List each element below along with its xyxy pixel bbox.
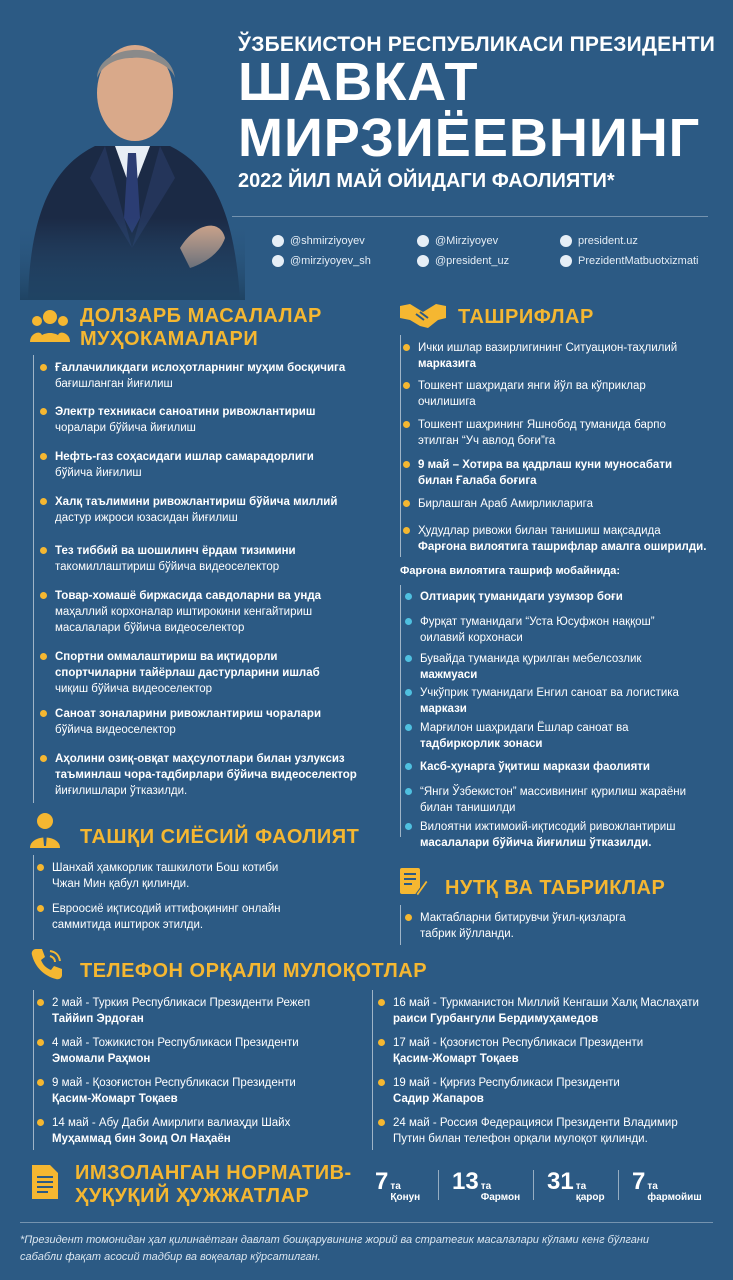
stat-separator bbox=[438, 1170, 439, 1200]
facebook-icon bbox=[417, 235, 429, 247]
list-item: Евроосиё иқтисодий иттифоқининг онлайн саммитида иштирок этилди. bbox=[52, 903, 281, 931]
list-item: Тез тиббий ва шошилинч ёрдам тизимини такомиллаштириш бўйича видеоселектор bbox=[55, 545, 296, 573]
list-item: 17 май - Қозоғистон Республикаси Президенти Қасим-Жомарт Тоқаев bbox=[393, 1037, 644, 1065]
telegram-icon bbox=[272, 235, 284, 247]
header-line1: ЎЗБЕКИСТОН РЕСПУБЛИКАСИ ПРЕЗИДЕНТИ bbox=[238, 33, 716, 56]
section-title-nutq: НУТҚ ВА ТАБРИКЛАР bbox=[445, 877, 666, 899]
stat-separator bbox=[533, 1170, 534, 1200]
header-last-name: МИРЗИЁЕВНИНГ bbox=[238, 108, 701, 168]
footnote: *Президент томонидан ҳал қилинаётган давлат бошқарувининг жорий ва стратегик масалалари кўлами кенг бўлгани сабабли фақат асосий тадбир ва воқеалар кўрсатилган. bbox=[20, 1234, 650, 1263]
list-item: Аҳолини озиқ-овқат маҳсулотлари билан узлуксиз таъминлаш чора-тадбирлари бўйича видеоселектор йиғилишлари ўтказилди. bbox=[55, 753, 357, 797]
section-title-hujjat: ИМЗОЛАНГАН НОРМАТИВ- ҲУҚУҚИЙ ҲУЖЖАТЛАР bbox=[75, 1162, 352, 1207]
header-subtitle: 2022 ЙИЛ МАЙ ОЙИДАГИ ФАОЛИЯТИ* bbox=[238, 170, 615, 192]
social-twitter[interactable]: @president_uz bbox=[417, 255, 509, 267]
list-item: Ҳудудлар ривожи билан танишиш мақсадида Фарғона вилоятига ташрифлар амалга оширилди. bbox=[418, 525, 707, 553]
social-youtube[interactable]: PrezidentMatbuotxizmati bbox=[560, 255, 698, 267]
stat-farmon: 13 та Фармон bbox=[452, 1168, 521, 1203]
timeline-line bbox=[33, 855, 34, 940]
instagram-icon bbox=[272, 255, 284, 267]
group-icon bbox=[30, 308, 70, 342]
stat-qonun: 7 та Қонун bbox=[375, 1168, 421, 1203]
list-item: 9 май - Қозоғистон Республикаси Президенти Қасим-Жомарт Тоқаев bbox=[52, 1077, 296, 1105]
timeline-line bbox=[400, 585, 401, 837]
list-item: Нефть-газ соҳасидаги ишлар самарадорлиги бўйича йиғилиш bbox=[55, 451, 314, 479]
twitter-icon bbox=[417, 255, 429, 267]
list-item: Товар-хомашё биржасида савдоларни ва унда маҳаллий корхоналар иштирокини кенгайтириш масалалари бўйича видеоселектор bbox=[55, 590, 322, 634]
list-item: Мактабларни битирувчи ўғил-қизларга табрик йўлланди. bbox=[420, 912, 626, 940]
president-portrait bbox=[20, 18, 245, 300]
list-item: Марғилон шаҳридаги Ёшлар саноат ва тадбиркорлик зонаси bbox=[420, 722, 629, 750]
stat-farmoyish: 7 та фармойиш bbox=[632, 1168, 702, 1203]
list-item: 14 май - Абу Даби Амирлиги валиаҳди Шайх Муҳаммад бин Зоид Ол Наҳаён bbox=[52, 1117, 291, 1145]
list-item: Учкўприк туманидаги Енгил саноат ва логистика маркази bbox=[420, 687, 679, 715]
list-item: Тошкент шаҳрининг Яшнобод туманида барпо этилган “Уч авлод боғи”га bbox=[418, 419, 666, 447]
section-title-tashqi: ТАШҚИ СИЁСИЙ ФАОЛИЯТ bbox=[80, 826, 360, 848]
globe-icon bbox=[560, 235, 572, 247]
list-item: Ғаллачиликдаги ислоҳотларнинг муҳим босқичига бағишланган йиғилиш bbox=[55, 362, 346, 390]
list-item: 19 май - Қирғиз Республикаси Президенти Садир Жапаров bbox=[393, 1077, 620, 1105]
stat-separator bbox=[618, 1170, 619, 1200]
list-item: “Янги Ўзбекистон” массивининг қурилиш жараёни билан танишилди bbox=[420, 786, 687, 814]
document-icon bbox=[30, 1163, 60, 1201]
header-name bbox=[238, 54, 700, 166]
handshake-icon bbox=[398, 300, 448, 330]
section-title-dolzarb: ДОЛЗАРБ МАСАЛАЛАР МУҲОКАМАЛАРИ bbox=[80, 305, 322, 350]
section-title-telefon: ТЕЛЕФОН ОРҚАЛИ МУЛОҚОТЛАР bbox=[80, 960, 428, 982]
social-facebook[interactable]: @Mirziyoyev bbox=[417, 235, 498, 247]
social-website[interactable]: president.uz bbox=[560, 235, 638, 247]
social-instagram[interactable]: @mirziyoyev_sh bbox=[272, 255, 371, 267]
list-item: Саноат зоналарини ривожлантириш чоралари бўйича видеоселектор bbox=[55, 708, 322, 736]
divider bbox=[20, 1222, 713, 1223]
list-item: Спортни оммалаштириш ва иқтидорли спортчиларни тайёрлаш дастурларини ишлаб чиқиш бўйича видеоселектор bbox=[55, 651, 320, 695]
list-item: Касб-ҳунарга ўқитиш маркази фаолияти bbox=[420, 761, 651, 773]
list-item: 9 май – Хотира ва қадрлаш куни муносабати билан Ғалаба боғига bbox=[418, 459, 673, 487]
tashrif-subheading: Фарғона вилоятига ташриф мобайнида: bbox=[400, 565, 620, 577]
document-pen-icon bbox=[398, 866, 428, 898]
timeline-line bbox=[33, 990, 34, 1150]
list-item: Вилоятни ижтимоий-иқтисодий ривожлантириш масалалари бўйича йиғилиш ўтказилди. bbox=[420, 821, 676, 849]
person-icon bbox=[30, 812, 60, 848]
timeline-line bbox=[33, 355, 34, 803]
divider bbox=[232, 216, 708, 217]
timeline-line bbox=[400, 905, 401, 945]
phone-icon bbox=[30, 947, 64, 981]
list-item: Фурқат туманидаги “Уста Юсуфжон наққош” оилавий корхонаси bbox=[420, 616, 655, 644]
list-item: Ички ишлар вазирлигининг Ситуацион-таҳлилий марказига bbox=[418, 342, 678, 370]
list-item: Бувайда туманида қурилган мебелсозлик мажмуаси bbox=[420, 653, 642, 681]
timeline-line bbox=[372, 990, 373, 1150]
youtube-icon bbox=[560, 255, 572, 267]
list-item: 4 май - Тожикистон Республикаси Президенти Эмомали Раҳмон bbox=[52, 1037, 299, 1065]
social-telegram[interactable]: @shmirziyoyev bbox=[272, 235, 365, 247]
section-title-tashrif: ТАШРИФЛАР bbox=[458, 306, 594, 328]
list-item: Тошкент шаҳридаги янги йўл ва кўприклар очилишига bbox=[418, 380, 646, 408]
stat-qaror: 31 та қарор bbox=[547, 1168, 605, 1203]
list-item: 16 май - Туркманистон Миллий Кенгаши Халқ Маслаҳати раиси Гурбангули Бердимуҳамедов bbox=[393, 997, 699, 1025]
list-item: 24 май - Россия Федерацияси Президенти Владимир Путин билан телефон орқали мулоқот қилинди. bbox=[393, 1117, 678, 1145]
list-item: Электр техникаси саноатини ривожлантириш чоралари бўйича йиғилиш bbox=[55, 406, 316, 434]
list-item: 2 май - Туркия Республикаси Президенти Режеп Таййип Эрдоған bbox=[52, 997, 311, 1025]
header-first-name: ШАВКАТ bbox=[238, 52, 479, 112]
timeline-line bbox=[400, 335, 401, 557]
list-item: Бирлашган Араб Амирликларига bbox=[418, 498, 593, 510]
list-item: Халқ таълимини ривожлантириш бўйича миллий дастур ижроси юзасидан йиғилиш bbox=[55, 496, 338, 524]
list-item: Олтиариқ туманидаги узумзор боғи bbox=[420, 591, 623, 603]
list-item: Шанхай ҳамкорлик ташкилоти Бош котиби Чжан Мин қабул қилинди. bbox=[52, 862, 279, 890]
